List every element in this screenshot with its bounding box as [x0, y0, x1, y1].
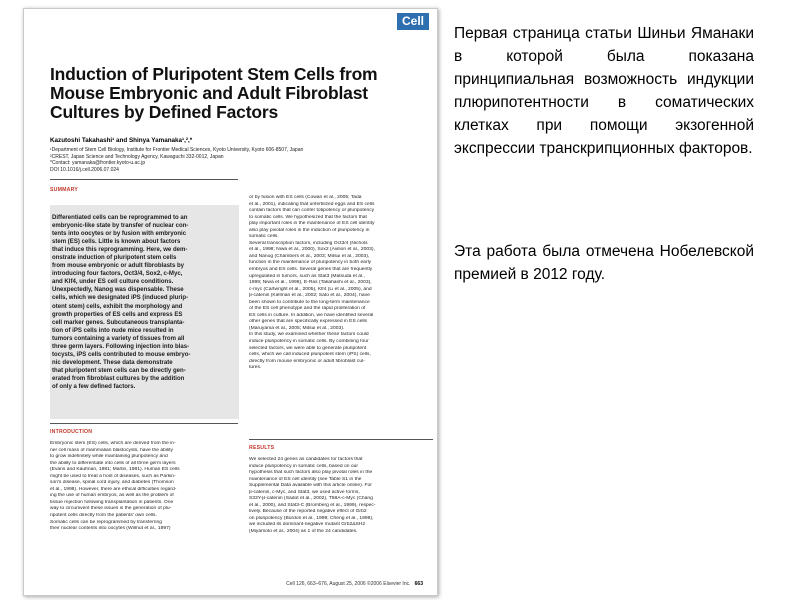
summary-line: erated from fibroblast cultures by the addition [52, 375, 185, 382]
results-divider [249, 439, 433, 440]
summary-line: introducing four factors, Oct3/4, Sox2, c-Myc, [52, 271, 183, 278]
body-line: ES cells in culture. In addition, we have identified several [249, 312, 374, 318]
introduction-heading: INTRODUCTION [50, 429, 93, 435]
intro-line: (Evans and Kaufman, 1981; Martin, 1981). Human ES cells [50, 467, 180, 473]
body-line: induce pluripotency in somatic cells. By combining four [249, 339, 369, 345]
summary-heading: SUMMARY [50, 187, 79, 193]
body-line: et al., 2001), indicating that unfertilized eggs and ES cells [249, 201, 375, 207]
body-line: embryos and ES cells. Several genes that are frequently [249, 267, 373, 273]
affiliation-line: ²CREST, Japan Science and Technology Agency, Kawaguchi 332-0012, Japan [50, 153, 224, 160]
summary-line: cells, which we designated iPS (induced plurip- [52, 295, 189, 302]
summary-line: growth properties of ES cells and express ES [52, 311, 183, 318]
results-line: S33Y-β-catenin (Sadot et al., 2002), T58A-c-Myc (Chang [249, 496, 373, 502]
affiliations [50, 147, 420, 173]
cell-journal-logo: Cell [397, 13, 429, 30]
body-line: or by fusion with ES cells (Cowan et al., 2005; Tada [249, 195, 362, 200]
summary-line: tocysts, iPS cells contributed to mouse embryo- [52, 351, 191, 358]
body-line: (Maruyama et al., 2005; Mitsui et al., 2003). [249, 325, 345, 331]
body-line: β-catenin (Kielman et al., 2002; Sato et al., 2004), have [249, 293, 370, 299]
body-line: other genes that are specifically expressed in ES cells [249, 319, 368, 325]
body-line: In this study, we examined whether these factors could [249, 332, 369, 338]
summary-line: Differentiated cells can be reprogrammed to an [52, 215, 188, 221]
page-footer [286, 581, 423, 587]
affiliation-line: DOI 10.1016/j.cell.2006.07.024 [50, 166, 119, 173]
intro-line: their nuclear contents into oocytes (Wilmut et al., 1997) [50, 526, 171, 532]
intro-line: might be used to treat a host of diseases, such as Parkin- [50, 473, 176, 479]
affiliation-line: *Contact: yamanaka@frontier.kyoto-u.ac.jp [50, 160, 146, 166]
body-line: contain factors that can confer totipotency or pluripotency [249, 208, 375, 214]
results-line: on pluripotency (Burdon et al., 1999; Cheng et al., 1998), [249, 515, 374, 521]
intro-line: son's disease, spinal cord injury, and diabetes (Thomson [50, 480, 174, 486]
summary-line: that pluripotent stem cells can be directly gen- [52, 367, 186, 374]
results-line: (Miyamoto et al., 2004) as 1 of the 24 candidates. [249, 529, 358, 535]
intro-line: ner cell mass of mammalian blastocysts, have the ability [50, 447, 173, 453]
article-authors: Kazutoshi Takahashi¹ and Shinya Yamanaka¹,²,* [50, 137, 193, 144]
body-line: play important roles in the maintenance of ES cell identity [249, 221, 375, 227]
summary-line: that induce this reprogramming. Here, we dem- [52, 247, 188, 254]
description-paragraph-2: Эта работа была отмечена Нобелевской премией в 2012 году. [454, 243, 754, 283]
results-heading: RESULTS [249, 445, 275, 451]
right-column-text [249, 195, 435, 372]
summary-line: from mouse embryonic or adult fibroblasts by [52, 263, 185, 270]
body-line: been shown to contribute to the long-term maintenance [249, 299, 370, 305]
body-line: upregulated in tumors, such as Stat3 (Matsuda et al., [249, 273, 365, 279]
body-line: somatic cells. [249, 234, 279, 240]
introduction-text [50, 441, 240, 533]
intro-line: ripotent cells directly from the patients' own cells. [50, 513, 157, 519]
results-line: tively. Because of the reported negative effect of Grb2 [249, 509, 367, 515]
summary-line: tumors containing a variety of tissues from all [52, 335, 185, 342]
body-line: and Nanog (Chambers et al., 2003; Mitsui et al., 2003), [249, 253, 370, 259]
summary-line: cell marker genes. Subcutaneous transplanta- [52, 319, 185, 326]
body-line: function in the maintenance of pluripotency in both early [249, 260, 372, 266]
intro-line: et al., 1998). However, there are ethical difficulties regard- [50, 486, 177, 492]
results-line: maintenance of ES cell identity (see Table S1 in the [249, 476, 362, 482]
intro-line: tissue rejection following transplantation in patients. One [50, 499, 174, 505]
summary-line: stem (ES) cells. Little is known about factors [52, 239, 181, 246]
results-text [249, 457, 435, 536]
intro-line: to grow indefinitely while maintaining pluripotency and [50, 454, 168, 460]
summary-text [52, 214, 238, 391]
intro-line: Somatic cells can be reprogrammed by transferring [50, 519, 162, 525]
body-line: directly from mouse embryonic or adult fibroblast cul- [249, 358, 365, 364]
affiliation-line: ¹Department of Stem Cell Biology, Institute for Frontier Medical Sciences, Kyoto University, Kyoto 606-8507, Japan [50, 147, 304, 153]
summary-line: three germ layers. Following injection into blas- [52, 343, 190, 350]
body-line: c-myc (Cartwright et al., 2005), Klf4 (Li et al., 2005), and [249, 286, 372, 292]
intro-line: Embryonic stem (ES) cells, which are derived from the in- [50, 441, 176, 446]
results-line: β-catenin, c-Myc, and Stat3, we used active forms, [249, 489, 360, 495]
body-line: tures. [249, 365, 262, 371]
article-title: Induction of Pluripotent Stem Cells from Mouse Embryonic and Adult Fibroblast Cultures by Defined Factors [50, 64, 378, 122]
body-line: cells, which we call induced pluripotent stem (iPS) cells, [249, 352, 371, 358]
summary-line: and Klf4, under ES cell culture conditions. [52, 279, 174, 286]
summary-line: onstrate induction of pluripotent stem cells [52, 255, 177, 262]
body-line: of the ES cell phenotype and the rapid proliferation of [249, 306, 366, 312]
body-line: to somatic cells. We hypothesized that the factors that [249, 214, 367, 220]
summary-divider [50, 179, 238, 180]
results-line: we included its dominant-negative mutant Grb2ΔSH2 [249, 522, 366, 528]
results-line: Supplemental Data available with this article online). For [249, 483, 372, 489]
body-line: et al., 1998; Niwa et al., 2000), Sox2 (Avilion et al., 2003), [249, 247, 375, 253]
summary-line: embryonic-like state by transfer of nuclear con- [52, 223, 189, 230]
results-line: et al., 2000), and Stat3-C (Bromberg et al., 1999), respec- [249, 502, 376, 508]
body-line: 1999; Niwa et al., 1998), E-Ras (Takahashi et al., 2003), [249, 280, 372, 286]
summary-line: of only a few defined factors. [52, 383, 136, 390]
summary-line: Unexpectedly, Nanog was dispensable. These [52, 287, 184, 294]
description-paragraph-1: Первая страница статьи Шиньи Яманаки в которой была показана принципиальная возможность индукции плюрипотентности в соматических клетках при помощи экзогенной экспрессии транскрипционных факторов. [454, 25, 754, 157]
results-line: hypothesis that such factors also play pivotal roles in the [249, 470, 373, 476]
page-number: 663 [414, 581, 423, 587]
summary-line: tion of iPS cells into nude mice resulted in [52, 327, 174, 334]
body-line: also play pivotal roles in the induction of pluripotency in [249, 227, 370, 233]
intro-divider [50, 423, 238, 424]
summary-line: nic development. These data demonstrate [52, 359, 173, 366]
body-line: selected factors, we were able to generate pluripotent [249, 345, 367, 351]
intro-line: ing the use of human embryos, as well as the problem of [50, 493, 174, 499]
article-page-image [23, 8, 438, 596]
results-line: induce pluripotency in somatic cells, based on our [249, 463, 358, 469]
summary-line: otent stem) cells, exhibit the morphology and [52, 303, 183, 310]
results-line: We selected 24 genes as candidates for factors that [249, 457, 363, 462]
body-line: Several transcription factors, including Oct3/4 (Nichols [249, 240, 368, 246]
intro-line: way to circumvent these issues is the generation of plu- [50, 506, 172, 512]
intro-line: the ability to differentiate into cells of all three germ layers [50, 460, 176, 466]
citation-line: Cell 126, 663–676, August 25, 2006 ©2006 Elsevier Inc. [286, 581, 411, 587]
summary-line: tents into oocytes or by fusion with embryonic [52, 231, 187, 238]
